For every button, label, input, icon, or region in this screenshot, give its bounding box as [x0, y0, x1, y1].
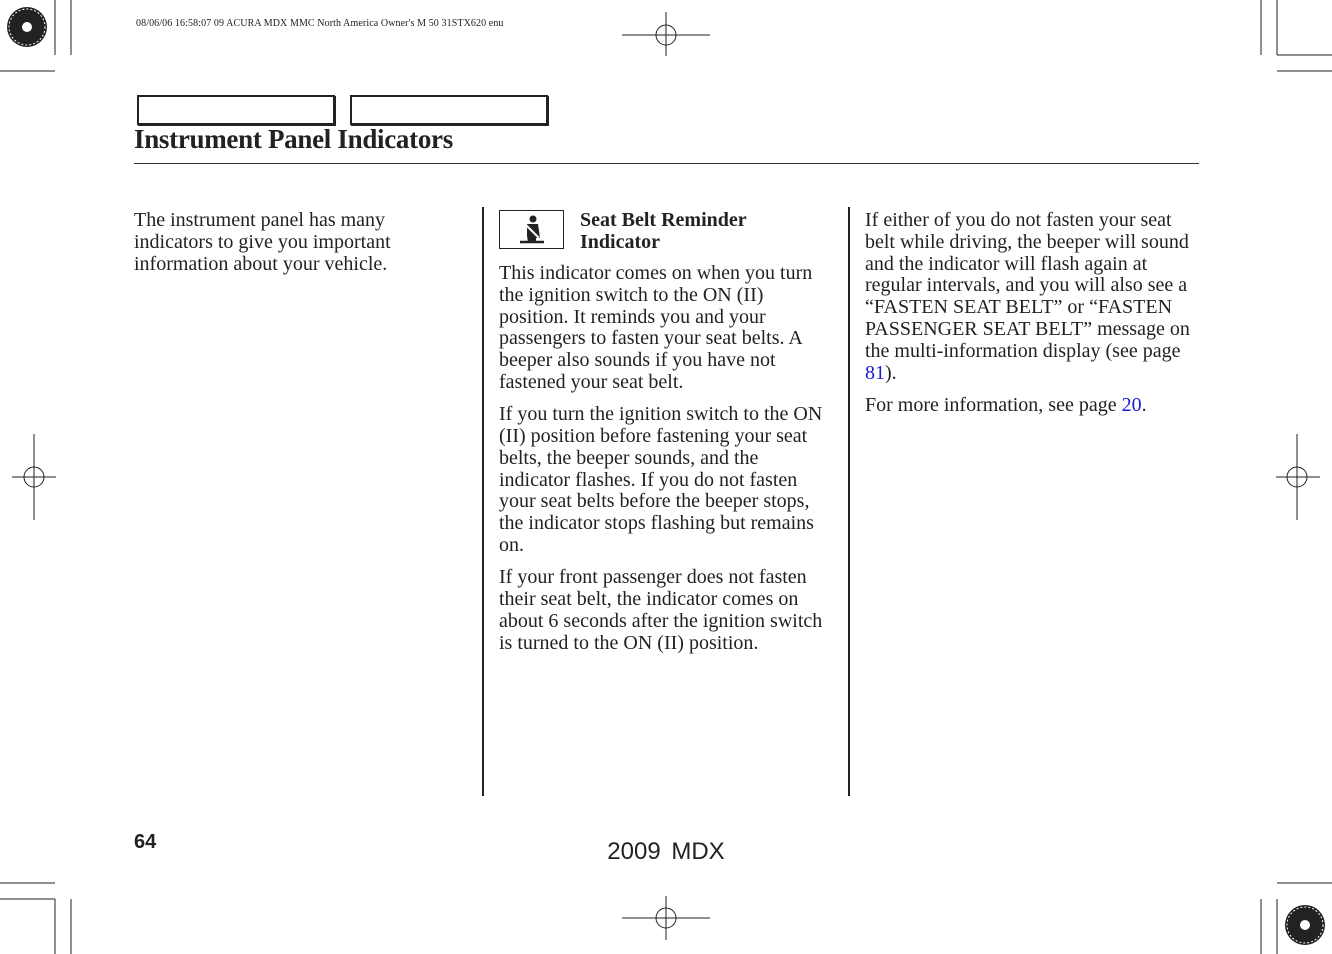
header-tab-box-1 — [137, 95, 335, 125]
more-info-end: . — [1141, 393, 1147, 416]
section-paragraph: If your front passenger does not fasten their seat belt, the indicator comes on about 6 seconds after the ignition switch is turned to the ON (II) position. — [499, 566, 823, 654]
warning-paragraph — [865, 210, 1201, 384]
warning-end: ). — [885, 361, 897, 384]
starburst-target-top-left — [7, 7, 47, 47]
column-divider-1 — [482, 207, 484, 796]
title-rule — [134, 163, 1199, 164]
column-divider-2 — [848, 207, 850, 796]
intro-column — [134, 210, 424, 286]
print-info: 08/06/06 16:58:07 09 ACURA MDX MMC North America Owner's M 50 31STX620 enu — [136, 18, 504, 29]
section-paragraph: This indicator comes on when you turn the ignition switch to the ON (II) position. It reminds you and your passengers to fasten your seat belts. A beeper also sounds if you have not fastened your seat belt. — [499, 262, 813, 393]
intro-paragraph: The instrument panel has many indicators to give you important information about your vehicle. — [134, 209, 391, 275]
more-info-paragraph — [865, 395, 1201, 417]
heading-line-1: Seat Belt Reminder — [580, 209, 747, 231]
header-tab-box-2 — [350, 95, 548, 125]
page-20-link[interactable]: 20 — [1121, 393, 1142, 416]
warning-text: If either of you do not fasten your seat belt while driving, the beeper will sound and the indicator will flash again at regular intervals, and you will also see a “FASTEN SEAT BELT” or “FASTEN PASSENGER SEAT BELT” message on the multi-information display (see page — [865, 209, 1190, 362]
footer-model: 2009 MDX — [607, 838, 725, 865]
warning-column — [865, 210, 1201, 427]
section-heading — [580, 210, 820, 254]
starburst-target-bottom-right — [1285, 905, 1325, 945]
page-81-link[interactable]: 81 — [865, 361, 885, 384]
page-number: 64 — [134, 831, 157, 853]
seat-belt-column — [499, 263, 833, 665]
page-title: Instrument Panel Indicators — [134, 124, 453, 154]
seat-belt-icon — [499, 210, 564, 249]
section-paragraph: If you turn the ignition switch to the ON (II) position before fastening your seat belts, the beeper sounds, and the indicator flashes. If you do not fasten your seat belts before the beeper stops, the indicator stops flashing but remains on. — [499, 403, 823, 557]
more-info-text: For more information, see page — [865, 393, 1122, 416]
heading-line-2: Indicator — [580, 230, 660, 253]
